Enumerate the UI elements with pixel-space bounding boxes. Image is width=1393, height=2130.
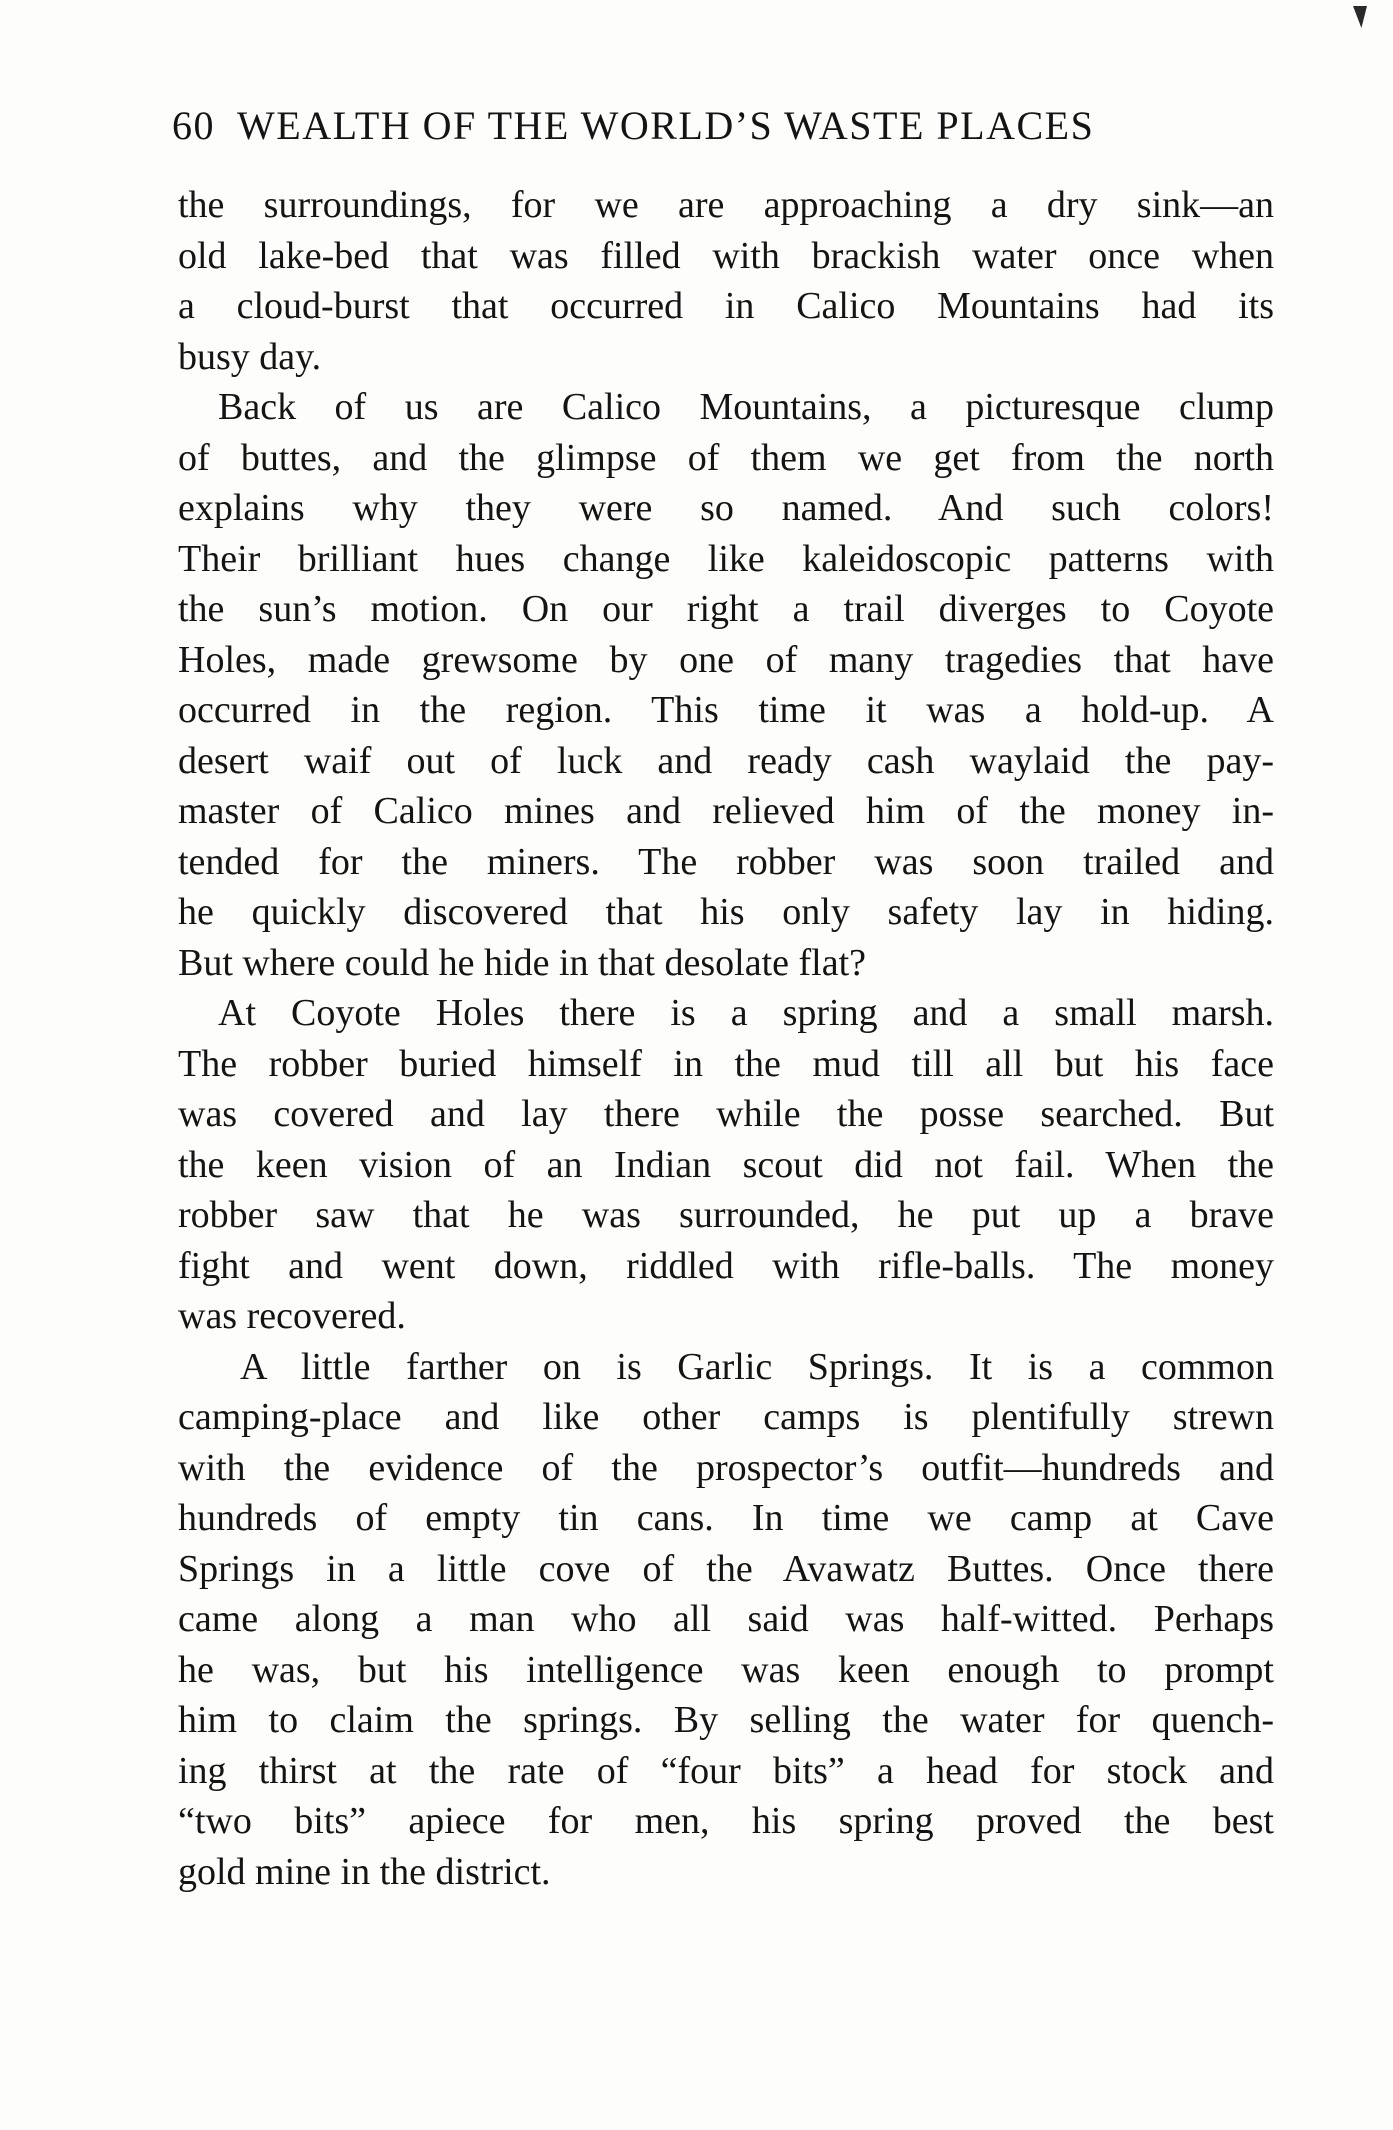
- text-line: he was, but his intelligence was keen enough to prompt: [178, 1648, 1274, 1691]
- text-line: Back of us are Calico Mountains, a picturesque clump: [218, 386, 1274, 428]
- text-line: explains why they were so named. And such colors!: [178, 487, 1274, 529]
- text-line: hundreds of empty tin cans. In time we camp at Cave: [178, 1497, 1274, 1539]
- text-line: him to claim the springs. By selling the water for quench-: [178, 1699, 1274, 1741]
- paragraph-4: [178, 1342, 1274, 1898]
- text-line: camping-place and like other camps is plentifully strewn: [178, 1396, 1274, 1438]
- text-line: occurred in the region. This time it was a hold-up. A: [178, 689, 1274, 731]
- text-line: The robber buried himself in the mud till all but his face: [178, 1042, 1274, 1085]
- page-number: 60: [172, 103, 215, 148]
- text-line: But where could he hide in that desolate flat?: [178, 941, 866, 984]
- text-line: busy day.: [178, 335, 322, 378]
- text-line: was recovered.: [178, 1295, 406, 1337]
- text-line: ing thirst at the rate of “four bits” a head for stock and: [178, 1749, 1274, 1792]
- corner-ink-mark: [1353, 6, 1367, 28]
- text-line: a cloud-burst that occurred in Calico Mountains had its: [178, 285, 1274, 327]
- text-line: robber saw that he was surrounded, he put up a brave: [178, 1194, 1274, 1236]
- text-line: desert waif out of luck and ready cash waylaid the pay-: [178, 739, 1274, 782]
- page-header: [172, 100, 1282, 152]
- text-line: was covered and lay there while the posse searched. But: [178, 1093, 1274, 1135]
- text-line: of buttes, and the glimpse of them we get from the north: [178, 436, 1274, 479]
- text-line: the surroundings, for we are approaching a dry sink—an: [178, 184, 1274, 226]
- text-line: Springs in a little cove of the Avawatz Buttes. Once there: [178, 1547, 1274, 1590]
- text-line: old lake-bed that was filled with brackish water once when: [178, 234, 1274, 277]
- text-line: “two bits” apiece for men, his spring proved the best: [178, 1800, 1274, 1842]
- text-line: the keen vision of an Indian scout did not fail. When the: [178, 1143, 1274, 1186]
- text-line: Their brilliant hues change like kaleidoscopic patterns with: [178, 537, 1274, 580]
- text-line: tended for the miners. The robber was soon trailed and: [178, 840, 1274, 883]
- paragraph-3: [178, 988, 1274, 1342]
- text-line: he quickly discovered that his only safety lay in hiding.: [178, 891, 1274, 933]
- text-line: the sun’s motion. On our right a trail diverges to Coyote: [178, 588, 1274, 630]
- text-line: fight and went down, riddled with rifle-balls. The money: [178, 1244, 1274, 1287]
- text-line: master of Calico mines and relieved him of the money in-: [178, 790, 1274, 832]
- text-line: Holes, made grewsome by one of many tragedies that have: [178, 638, 1274, 681]
- body-text: [178, 180, 1274, 1897]
- paragraph-1: [178, 180, 1274, 382]
- text-line: with the evidence of the prospector’s outfit—hundreds and: [178, 1446, 1274, 1489]
- text-line: A little farther on is Garlic Springs. It is a common: [240, 1345, 1274, 1388]
- running-title: WEALTH OF THE WORLD’S WASTE PLACES: [237, 103, 1095, 148]
- text-line: gold mine in the district.: [178, 1850, 551, 1893]
- paragraph-2: [178, 382, 1274, 988]
- text-line: came along a man who all said was half-witted. Perhaps: [178, 1598, 1274, 1640]
- text-line: At Coyote Holes there is a spring and a small marsh.: [218, 992, 1274, 1034]
